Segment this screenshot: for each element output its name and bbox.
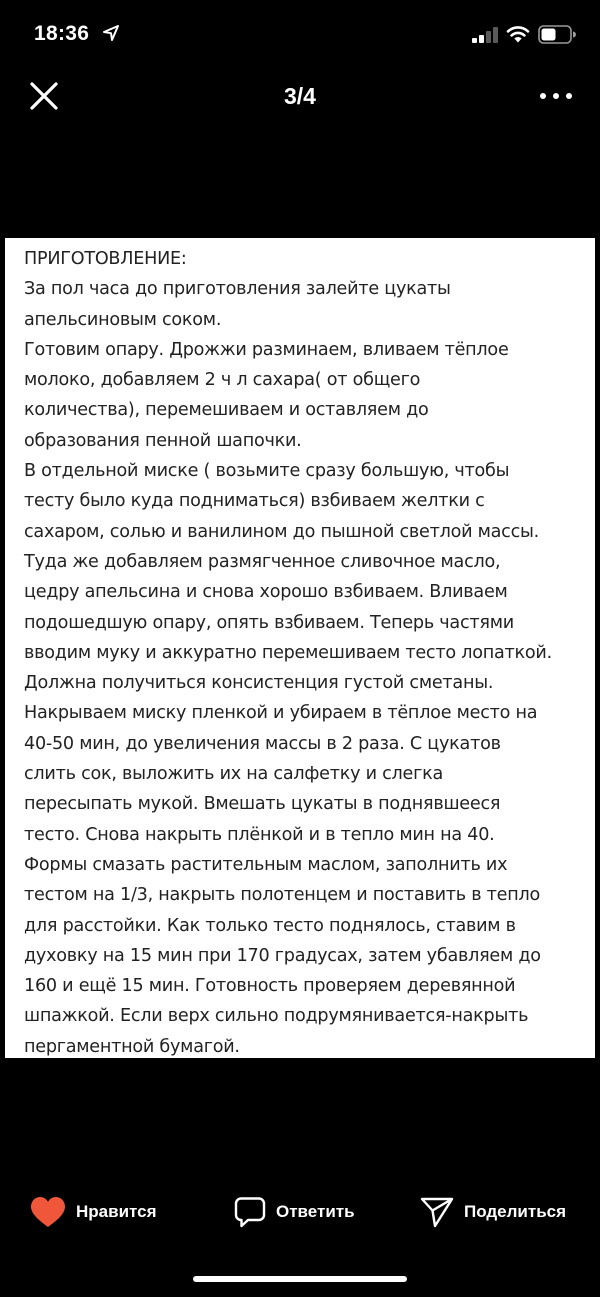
share-button[interactable] bbox=[420, 1190, 566, 1234]
recipe-line: тесто. Снова накрыть плёнкой и в тепло мин на 40. bbox=[24, 824, 495, 845]
action-bar bbox=[0, 1190, 600, 1234]
location-arrow-icon bbox=[103, 25, 119, 41]
recipe-line: апельсиновым соком. bbox=[24, 309, 222, 330]
recipe-line: молоко, добавляем 2 ч л сахара( от общего bbox=[24, 370, 421, 391]
recipe-line: 40-50 мин, до увеличения массы в 2 раза. С цукатов bbox=[24, 733, 501, 754]
recipe-line: 160 и ещё 15 мин. Готовность проверяем деревянной bbox=[24, 976, 516, 997]
recipe-line: вводим муку и аккуратно перемешиваем тесто лопаткой. bbox=[24, 642, 552, 663]
like-label: Нравится bbox=[76, 1202, 157, 1221]
recipe-line: цедру апельсина и снова хорошо взбиваем. Вливаем bbox=[24, 582, 508, 603]
recipe-line: тесту было куда подниматься) взбиваем желтки с bbox=[24, 491, 485, 512]
recipe-line: количества), перемешиваем и оставляем до bbox=[24, 400, 429, 421]
close-icon[interactable] bbox=[28, 80, 60, 112]
reply-button[interactable] bbox=[234, 1190, 355, 1234]
recipe-line: духовку на 15 мин при 170 градусах, затем убавляем до bbox=[24, 945, 541, 966]
recipe-line: Накрываем миску пленкой и убираем в тёплое место на bbox=[24, 703, 538, 724]
status-time: 18:36 bbox=[34, 22, 90, 45]
share-label: Поделиться bbox=[464, 1202, 567, 1221]
recipe-line: слить сок, выложить их на салфетку и слегка bbox=[24, 764, 444, 785]
recipe-line: пересыпать мукой. Вмешать цукаты в поднявшееся bbox=[24, 794, 501, 815]
recipe-image[interactable] bbox=[5, 238, 595, 1058]
recipe-line: подошедшую опару, опять взбиваем. Теперь частями bbox=[24, 612, 514, 633]
recipe-line: образования пенной шапочки. bbox=[24, 430, 302, 451]
recipe-line: В отдельной миске ( возьмите сразу большую, чтобы bbox=[24, 461, 510, 482]
recipe-line: За пол часа до приготовления залейте цукаты bbox=[24, 279, 451, 300]
speech-bubble-icon bbox=[234, 1196, 266, 1228]
recipe-line: для расстойки. Как только тесто поднялось, ставим в bbox=[24, 915, 516, 936]
like-button[interactable] bbox=[30, 1190, 157, 1234]
recipe-line: шпажкой. Если верх сильно подрумянивается-накрыть bbox=[24, 1006, 529, 1027]
recipe-line: ПРИГОТОВЛЕНИЕ: bbox=[24, 249, 187, 269]
recipe-line: Формы смазать растительным маслом, заполнить их bbox=[24, 854, 508, 875]
status-bar bbox=[0, 0, 600, 70]
home-indicator[interactable] bbox=[193, 1276, 407, 1282]
recipe-line: пергаментной бумагой. bbox=[24, 1036, 240, 1057]
page-counter: 3/4 bbox=[284, 83, 316, 109]
recipe-line: Готовим опару. Дрожжи разминаем, вливаем тёплое bbox=[24, 339, 509, 360]
recipe-line: сахаром, солью и ванилином до пышной светлой массы. bbox=[24, 521, 540, 542]
battery-icon bbox=[538, 25, 576, 44]
more-dots-icon[interactable] bbox=[538, 85, 574, 107]
recipe-text bbox=[24, 244, 589, 1058]
paper-plane-icon bbox=[420, 1196, 454, 1228]
heart-icon bbox=[30, 1196, 66, 1228]
recipe-line: Должна получиться консистенция густой сметаны. bbox=[24, 673, 494, 694]
recipe-line: Туда же добавляем размягченное сливочное масло, bbox=[24, 551, 501, 572]
recipe-line: тестом на 1/3, накрыть полотенцем и поставить в тепло bbox=[24, 885, 541, 906]
cellular-signal-icon bbox=[472, 27, 500, 43]
wifi-icon bbox=[506, 25, 530, 43]
reply-label: Ответить bbox=[276, 1202, 355, 1221]
